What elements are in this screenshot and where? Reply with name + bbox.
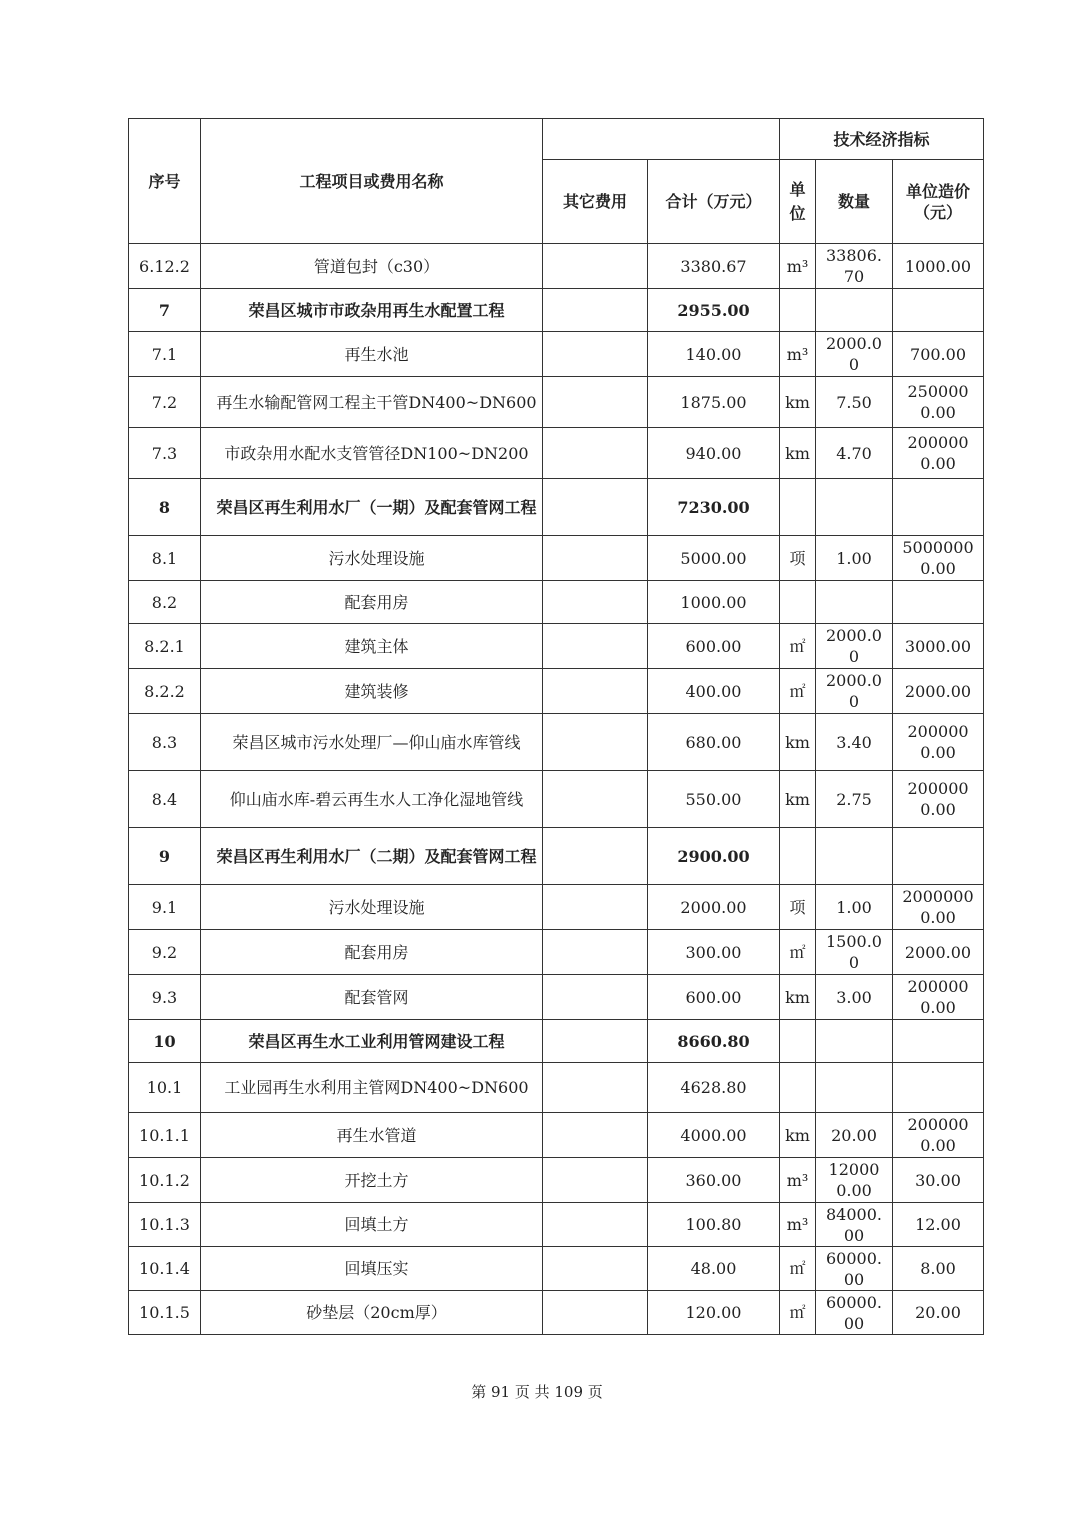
table-row <box>129 714 984 771</box>
cell-other-cost <box>543 975 648 1020</box>
cell-unit-price: 8.00 <box>893 1247 984 1291</box>
cell-unit <box>780 289 816 332</box>
cell-name: 砂垫层（20cm厚） <box>201 1291 543 1335</box>
cell-qty <box>816 581 893 624</box>
header-row-1 <box>129 119 984 160</box>
cell-other-cost <box>543 714 648 771</box>
cell-qty: 3.40 <box>816 714 893 771</box>
cell-unit-price <box>893 1020 984 1063</box>
cell-qty: 120000.00 <box>816 1158 893 1203</box>
header-qty: 数量 <box>816 160 893 244</box>
cell-unit-price: 20.00 <box>893 1291 984 1335</box>
cell-total: 2000.00 <box>648 885 780 930</box>
cell-name: 再生水输配管网工程主干管DN400~DN600 <box>201 377 543 428</box>
cell-total: 940.00 <box>648 428 780 479</box>
cell-qty: 84000.00 <box>816 1203 893 1247</box>
cell-total: 400.00 <box>648 669 780 714</box>
header-total: 合计（万元） <box>648 160 780 244</box>
page-footer: 第 91 页 共 109 页 <box>471 1383 603 1401</box>
cell-other-cost <box>543 244 648 289</box>
cell-total: 300.00 <box>648 930 780 975</box>
cell-seq: 10.1.1 <box>129 1113 201 1158</box>
cell-other-cost <box>543 289 648 332</box>
cell-seq: 7.2 <box>129 377 201 428</box>
cell-unit-price: 1000.00 <box>893 244 984 289</box>
cell-total: 3380.67 <box>648 244 780 289</box>
table-row <box>129 669 984 714</box>
cell-other-cost <box>543 930 648 975</box>
table-row <box>129 1113 984 1158</box>
cell-other-cost <box>543 377 648 428</box>
cell-name: 建筑主体 <box>201 624 543 669</box>
cell-qty: 1.00 <box>816 885 893 930</box>
cell-name: 污水处理设施 <box>201 885 543 930</box>
table-row <box>129 1247 984 1291</box>
table-row <box>129 428 984 479</box>
table-row <box>129 624 984 669</box>
table-row <box>129 885 984 930</box>
cell-unit <box>780 828 816 885</box>
cell-name: 荣昌区再生利用水厂（二期）及配套管网工程 <box>201 828 543 885</box>
cell-unit-price: 2000000.00 <box>893 771 984 828</box>
cell-name: 配套用房 <box>201 930 543 975</box>
cell-qty: 4.70 <box>816 428 893 479</box>
cell-total: 2900.00 <box>648 828 780 885</box>
table-row <box>129 581 984 624</box>
cell-seq: 8.3 <box>129 714 201 771</box>
cell-unit: km <box>780 377 816 428</box>
cell-seq: 7.3 <box>129 428 201 479</box>
cell-name: 配套管网 <box>201 975 543 1020</box>
cell-seq: 10.1.5 <box>129 1291 201 1335</box>
cell-total: 4628.80 <box>648 1063 780 1113</box>
table-row <box>129 377 984 428</box>
table-row <box>129 479 984 536</box>
cell-other-cost <box>543 332 648 377</box>
cell-name: 污水处理设施 <box>201 536 543 581</box>
cell-total: 8660.80 <box>648 1020 780 1063</box>
cell-unit <box>780 1063 816 1113</box>
cell-qty: 60000.00 <box>816 1291 893 1335</box>
cell-name: 荣昌区城市污水处理厂—仰山庙水库管线 <box>201 714 543 771</box>
cell-unit: ㎡ <box>780 930 816 975</box>
cell-other-cost <box>543 771 648 828</box>
table-row <box>129 536 984 581</box>
cell-unit: ㎡ <box>780 669 816 714</box>
cell-qty: 2.75 <box>816 771 893 828</box>
cell-total: 2955.00 <box>648 289 780 332</box>
table-row <box>129 1020 984 1063</box>
cell-name: 市政杂用水配水支管管径DN100~DN200 <box>201 428 543 479</box>
cell-unit-price <box>893 581 984 624</box>
cell-total: 48.00 <box>648 1247 780 1291</box>
cell-unit: m³ <box>780 1203 816 1247</box>
cell-total: 680.00 <box>648 714 780 771</box>
cell-seq: 7 <box>129 289 201 332</box>
cell-seq: 9.2 <box>129 930 201 975</box>
cell-name: 荣昌区再生水工业利用管网建设工程 <box>201 1020 543 1063</box>
cell-qty <box>816 1020 893 1063</box>
cell-qty: 1500.00 <box>816 930 893 975</box>
cell-other-cost <box>543 624 648 669</box>
cell-unit <box>780 1020 816 1063</box>
cell-name: 配套用房 <box>201 581 543 624</box>
cell-unit: 项 <box>780 885 816 930</box>
cell-seq: 9.1 <box>129 885 201 930</box>
cell-total: 550.00 <box>648 771 780 828</box>
cell-seq: 8.2 <box>129 581 201 624</box>
cell-unit-price <box>893 1063 984 1113</box>
cell-other-cost <box>543 1291 648 1335</box>
table-row <box>129 1203 984 1247</box>
cell-seq: 8 <box>129 479 201 536</box>
table-row <box>129 244 984 289</box>
header-name: 工程项目或费用名称 <box>201 119 543 244</box>
cell-total: 1000.00 <box>648 581 780 624</box>
cell-name: 管道包封（c30） <box>201 244 543 289</box>
cell-other-cost <box>543 885 648 930</box>
cell-seq: 8.2.2 <box>129 669 201 714</box>
table-row <box>129 1063 984 1113</box>
cell-total: 5000.00 <box>648 536 780 581</box>
cell-name: 回填土方 <box>201 1203 543 1247</box>
cell-unit-price: 2000.00 <box>893 930 984 975</box>
cell-name: 回填压实 <box>201 1247 543 1291</box>
table-row <box>129 771 984 828</box>
cell-total: 600.00 <box>648 975 780 1020</box>
cell-qty <box>816 479 893 536</box>
cell-other-cost <box>543 1020 648 1063</box>
cell-unit: ㎡ <box>780 1291 816 1335</box>
cell-unit: km <box>780 771 816 828</box>
cell-seq: 7.1 <box>129 332 201 377</box>
cell-name: 荣昌区再生利用水厂（一期）及配套管网工程 <box>201 479 543 536</box>
cell-unit-price: 12.00 <box>893 1203 984 1247</box>
cell-unit-price: 2000.00 <box>893 669 984 714</box>
cell-qty: 20.00 <box>816 1113 893 1158</box>
cell-unit-price: 2000000.00 <box>893 714 984 771</box>
cell-unit <box>780 581 816 624</box>
table-row <box>129 828 984 885</box>
cell-seq: 8.4 <box>129 771 201 828</box>
cell-name: 仰山庙水库-碧云再生水人工净化湿地管线 <box>201 771 543 828</box>
cell-unit: m³ <box>780 244 816 289</box>
cost-estimate-table <box>128 118 984 1335</box>
cell-other-cost <box>543 1113 648 1158</box>
cell-total: 140.00 <box>648 332 780 377</box>
cell-unit: 项 <box>780 536 816 581</box>
cell-seq: 10.1.2 <box>129 1158 201 1203</box>
cell-unit-price: 2000000.00 <box>893 1113 984 1158</box>
cell-unit-price: 3000.00 <box>893 624 984 669</box>
cell-total: 100.80 <box>648 1203 780 1247</box>
cell-name: 工业园再生水利用主管网DN400~DN600 <box>201 1063 543 1113</box>
table-row <box>129 332 984 377</box>
cell-qty: 3.00 <box>816 975 893 1020</box>
table-row <box>129 975 984 1020</box>
cell-unit: km <box>780 975 816 1020</box>
cell-total: 7230.00 <box>648 479 780 536</box>
header-tech-econ-index: 技术经济指标 <box>780 119 984 160</box>
cell-qty: 7.50 <box>816 377 893 428</box>
cell-other-cost <box>543 1158 648 1203</box>
cell-seq: 9.3 <box>129 975 201 1020</box>
cell-qty: 2000.00 <box>816 332 893 377</box>
cell-qty: 60000.00 <box>816 1247 893 1291</box>
cell-name: 建筑装修 <box>201 669 543 714</box>
cell-unit-price: 2500000.00 <box>893 377 984 428</box>
cell-other-cost <box>543 479 648 536</box>
header-other-cost: 其它费用 <box>543 160 648 244</box>
cell-other-cost <box>543 1247 648 1291</box>
cell-other-cost <box>543 669 648 714</box>
cell-total: 360.00 <box>648 1158 780 1203</box>
header-blank <box>543 119 780 160</box>
cell-other-cost <box>543 536 648 581</box>
cell-seq: 10.1 <box>129 1063 201 1113</box>
cell-unit: ㎡ <box>780 1247 816 1291</box>
cell-unit: km <box>780 1113 816 1158</box>
cell-other-cost <box>543 428 648 479</box>
cell-unit: km <box>780 714 816 771</box>
cell-total: 600.00 <box>648 624 780 669</box>
cell-other-cost <box>543 1063 648 1113</box>
table-body <box>129 119 984 1335</box>
header-unit: 单位 <box>780 160 816 244</box>
cell-total: 120.00 <box>648 1291 780 1335</box>
cell-seq: 10.1.4 <box>129 1247 201 1291</box>
cell-total: 4000.00 <box>648 1113 780 1158</box>
cell-seq: 8.2.1 <box>129 624 201 669</box>
cell-other-cost <box>543 828 648 885</box>
cell-unit: m³ <box>780 332 816 377</box>
cell-unit: ㎡ <box>780 624 816 669</box>
cell-unit-price: 30.00 <box>893 1158 984 1203</box>
cell-seq: 9 <box>129 828 201 885</box>
cell-unit: m³ <box>780 1158 816 1203</box>
cell-unit <box>780 479 816 536</box>
cell-unit-price <box>893 289 984 332</box>
cell-total: 1875.00 <box>648 377 780 428</box>
header-unit-price: 单位造价（元） <box>893 160 984 244</box>
header-seq: 序号 <box>129 119 201 244</box>
cell-seq: 10 <box>129 1020 201 1063</box>
cell-unit-price: 2000000.00 <box>893 975 984 1020</box>
cell-name: 再生水管道 <box>201 1113 543 1158</box>
cell-seq: 8.1 <box>129 536 201 581</box>
cell-qty: 2000.00 <box>816 624 893 669</box>
cell-unit-price <box>893 828 984 885</box>
cell-unit-price: 700.00 <box>893 332 984 377</box>
cell-unit-price: 50000000.00 <box>893 536 984 581</box>
cell-unit: km <box>780 428 816 479</box>
cell-seq: 10.1.3 <box>129 1203 201 1247</box>
cell-qty <box>816 828 893 885</box>
cell-name: 再生水池 <box>201 332 543 377</box>
table-row <box>129 1158 984 1203</box>
cell-other-cost <box>543 1203 648 1247</box>
cell-unit-price: 2000000.00 <box>893 428 984 479</box>
cell-seq: 6.12.2 <box>129 244 201 289</box>
cell-unit-price: 20000000.00 <box>893 885 984 930</box>
cell-qty: 2000.00 <box>816 669 893 714</box>
cell-unit-price <box>893 479 984 536</box>
cell-qty <box>816 289 893 332</box>
table-row <box>129 1291 984 1335</box>
table-row <box>129 930 984 975</box>
cell-qty: 1.00 <box>816 536 893 581</box>
cell-name: 开挖土方 <box>201 1158 543 1203</box>
cell-qty: 33806.70 <box>816 244 893 289</box>
cell-name: 荣昌区城市市政杂用再生水配置工程 <box>201 289 543 332</box>
table-row <box>129 289 984 332</box>
cell-other-cost <box>543 581 648 624</box>
cell-qty <box>816 1063 893 1113</box>
